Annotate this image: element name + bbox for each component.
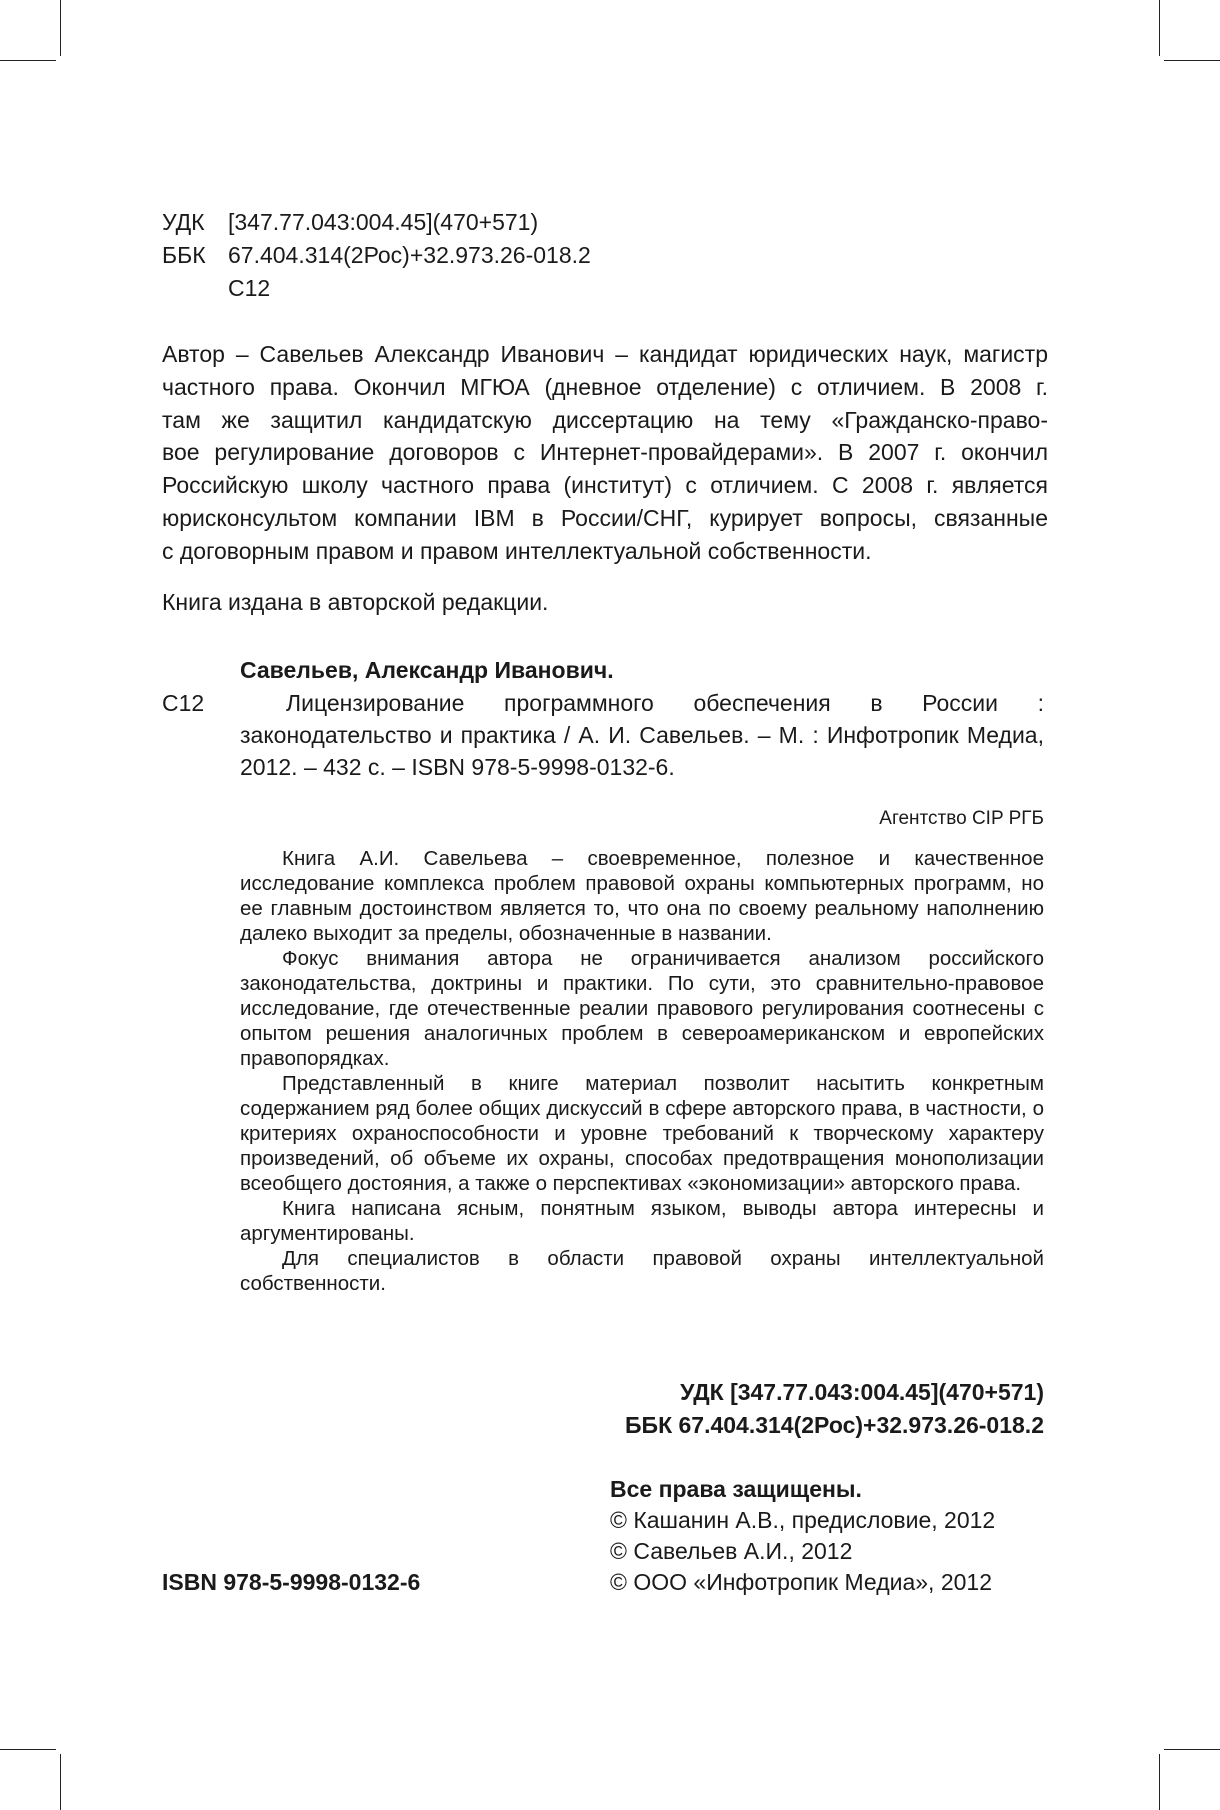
- index-codes: [162, 206, 762, 305]
- udk-label: УДК: [162, 209, 205, 235]
- cip-agency: Агентство CIP РГБ: [879, 808, 1044, 829]
- author-line: частного права. Окончил МГЮА (дневное отделение) с отличием. В 2008 г.: [162, 373, 1048, 400]
- annotation-paragraph: Книга написана ясным, понятным языком, выводы автора интересны и аргументированы.: [240, 1197, 1044, 1245]
- udk-row: [162, 206, 762, 239]
- author-line: юрисконсультом компании IBM в России/СНГ, курирует вопросы, связанные: [162, 504, 1048, 531]
- udk-value: [347.77.043:004.45](470+571): [228, 209, 539, 235]
- rights-title: Все права защищены.: [610, 1476, 862, 1502]
- author-line: Автор – Савельев Александр Иванович – кандидат юридических наук, магистр: [162, 341, 1048, 367]
- catalog-description: [240, 687, 1044, 783]
- crop-mark-bottom-right: [1159, 1754, 1160, 1810]
- catalog-code: С12: [162, 690, 205, 716]
- annotation-paragraph: Фокус внимания автора не ограничивается анализом российского законодательства, доктрины и практики. По сути, это сравнительно-правовое исследование, где отечественные реалии правового регулирования соотнесены с опытом решения аналогичных проблем в североамериканском и европейских правопорядках.: [240, 947, 1044, 1070]
- author-line: с договорным правом и правом интеллектуальной собственности.: [162, 537, 872, 564]
- crop-mark-top-left: [60, 0, 61, 56]
- annotation-paragraph: Книга А.И. Савельева – своевременное, полезное и качественное исследование комплекса проблем правовой охраны компьютерных программ, но ее главным достоинством является то, что она по своему реальному наполнению далеко выходит за пределы, обозначенные в названии.: [240, 847, 1044, 945]
- catalog-heading: Савельев, Александр Иванович.: [240, 657, 614, 683]
- copyright-block: [610, 1474, 995, 1598]
- bbk-value: 67.404.314(2Рос)+32.973.26-018.2: [228, 242, 591, 268]
- isbn: ISBN 978-5-9998-0132-6: [162, 1569, 421, 1595]
- author-line: там же защитил кандидатскую диссертацию на тему «Гражданско-право-: [162, 406, 1048, 433]
- copyright-line: © Кашанин А.В., предисловие, 2012: [610, 1507, 996, 1533]
- crop-mark-bottom-left: [60, 1754, 61, 1810]
- annotation: [240, 846, 1044, 1296]
- author-sign-row: [162, 272, 762, 305]
- classification-bold: [625, 1376, 1044, 1442]
- author-line: Российскую школу частного права (институт) с отличием. С 2008 г. является: [162, 472, 1048, 499]
- bbk-row: [162, 239, 762, 272]
- annotation-paragraph: Для специалистов в области правовой охраны интеллектуальной собственности.: [240, 1247, 1044, 1295]
- crop-mark-top-right: [1159, 0, 1160, 56]
- copyright-line: © Савельев А.И., 2012: [610, 1538, 853, 1564]
- bbk-bold: ББК 67.404.314(2Рос)+32.973.26-018.2: [625, 1412, 1044, 1438]
- author-sign: С12: [228, 275, 271, 301]
- udk-bold: УДК [347.77.043:004.45](470+571): [680, 1379, 1044, 1405]
- crop-mark-bottom-left-h: [0, 1749, 56, 1750]
- bbk-label: ББК: [162, 242, 206, 268]
- crop-mark-top-right-h: [1164, 60, 1220, 61]
- catalog-description-text: Лицензирование программного обеспечения в России : законодательство и практика / А. И. Савельев. – М. : Инфотропик Медиа, 2012. – 432 с. – ISBN 978-5-9998-0132-6.: [240, 690, 1044, 780]
- author-info: [162, 338, 1048, 568]
- edition-note: Книга издана в авторской редакции.: [162, 589, 549, 615]
- copyright-line: © ООО «Инфотропик Медиа», 2012: [610, 1569, 993, 1595]
- author-line: вое регулирование договоров с Интернет-провайдерами». В 2007 г. окончил: [162, 439, 1048, 466]
- crop-mark-top-left-h: [0, 60, 56, 61]
- crop-mark-bottom-right-h: [1164, 1749, 1220, 1750]
- annotation-paragraph: Представленный в книге материал позволит насытить конкретным содержанием ряд более общих дискуссий в сфере авторского права, в частности, о критериях охраноспособности и уровне требований к творческому характеру произведений, об объеме их охраны, способах предотвращения монополизации всеобщего достояния, а также о перспективах «экономизации» авторского права.: [240, 1072, 1044, 1195]
